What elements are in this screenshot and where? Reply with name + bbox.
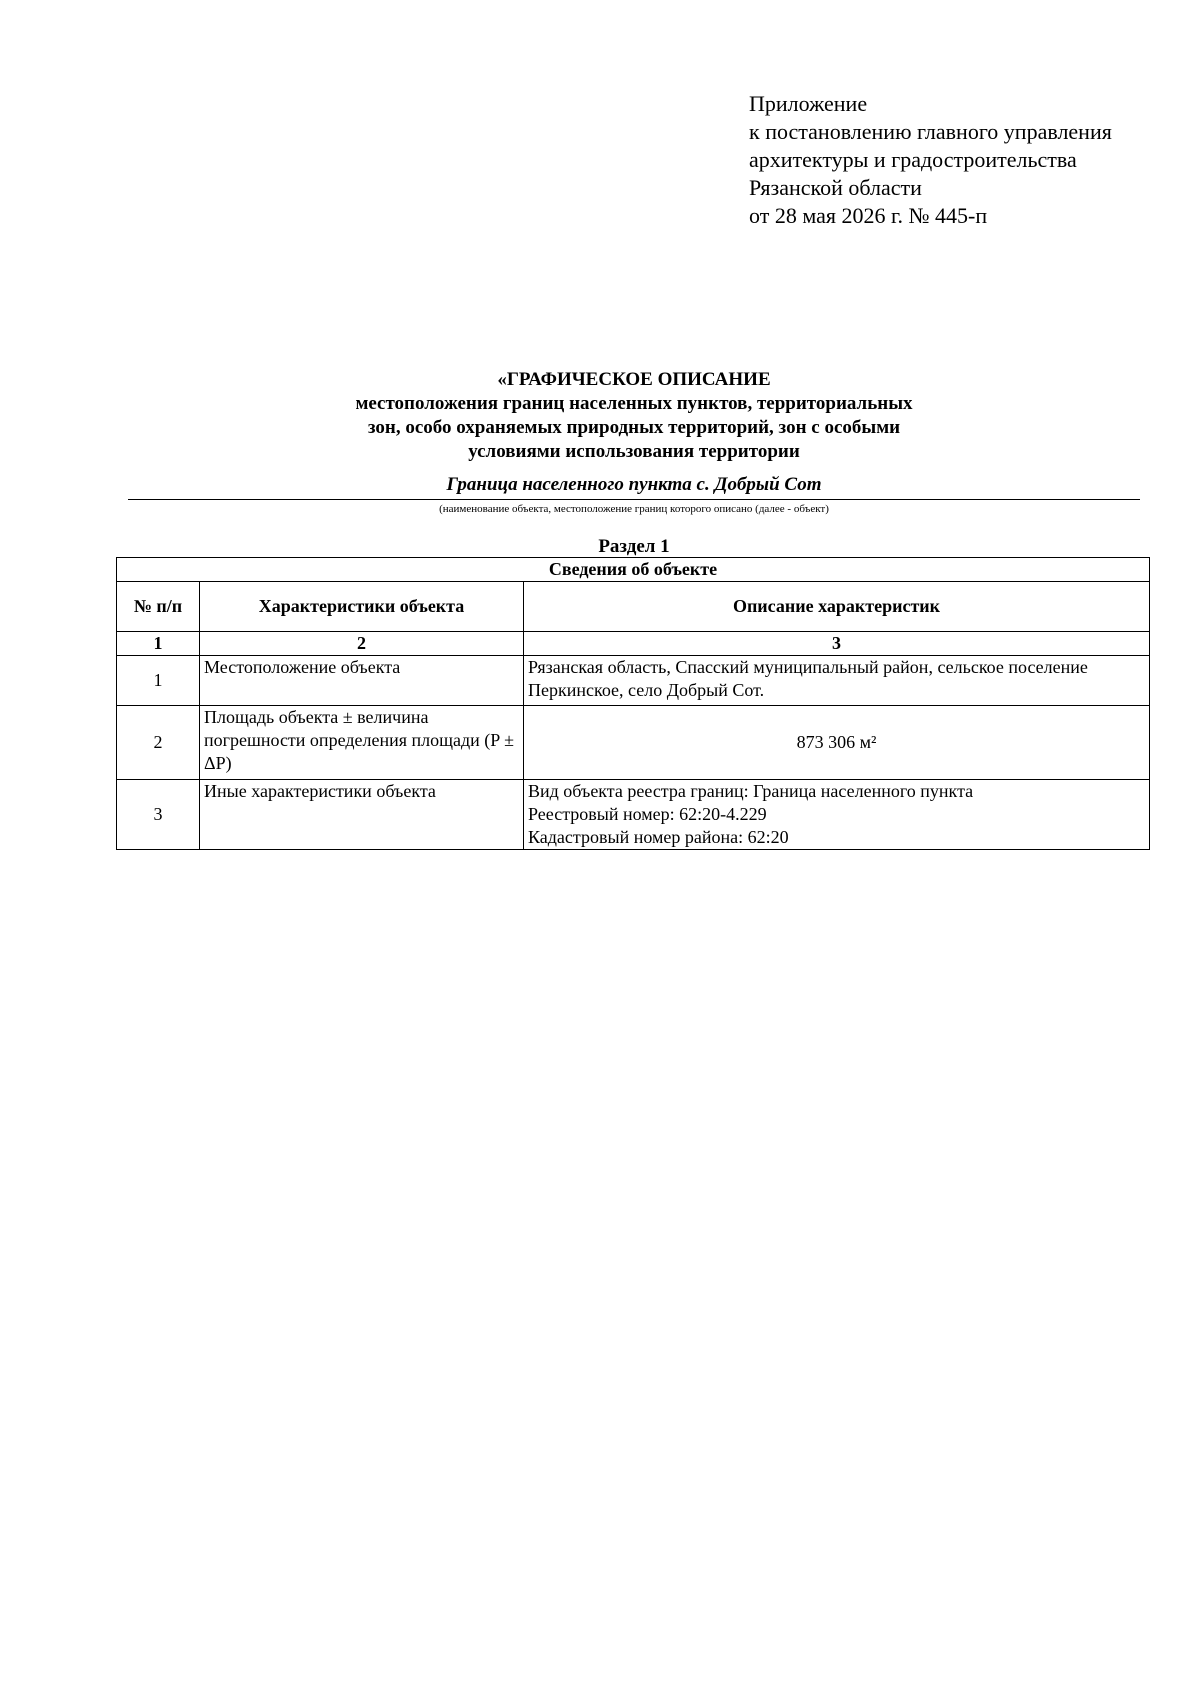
table-header-row [117,582,1150,632]
column-number-row [117,632,1150,656]
title-line: зон, особо охраняемых природных территорий, зон с особыми [367,417,901,438]
row-number: 3 [117,780,200,850]
description-line: Кадастровый номер района: 62:20 [528,827,789,847]
table-row [117,656,1150,706]
column-number: 1 [117,632,200,656]
row-characteristic: Иные характеристики объекта [200,780,524,850]
header-description: Описание характеристик [524,582,1150,632]
table-title: Сведения об объекте [117,558,1150,582]
row-number: 1 [117,656,200,706]
row-number: 2 [117,706,200,780]
appendix-line: Приложение [749,91,868,116]
appendix-date-number: от 28 мая 2026 г. № 445-п [749,203,988,228]
row-description: 873 306 м² [524,706,1150,780]
section-title: Раздел 1 [598,536,670,557]
table-row [117,780,1150,850]
column-number: 2 [200,632,524,656]
object-name-underline [128,499,1140,500]
title-line: «ГРАФИЧЕСКОЕ ОПИСАНИЕ [497,369,771,390]
row-characteristic: Площадь объекта ± величина погрешности определения площади (P ± ΔP) [200,706,524,780]
appendix-header [749,90,1112,230]
document-title [128,368,1140,464]
title-line: условиями использования территории [468,441,800,462]
object-info-table [116,557,1150,850]
header-number: № п/п [117,582,200,632]
object-name-caption: (наименование объекта, местоположение границ которого описано (далее - объект) [439,503,829,515]
appendix-line: Рязанской области [749,175,922,200]
table-title-row [117,558,1150,582]
appendix-line: к постановлению главного управления [749,119,1112,144]
row-description: Рязанская область, Спасский муниципальный район, сельское поселение Перкинское, село Добрый Сот. [524,656,1150,706]
description-line: Вид объекта реестра границ: Граница населенного пункта [528,781,974,801]
description-line: Реестровый номер: 62:20-4.229 [528,804,767,824]
title-line: местоположения границ населенных пунктов, территориальных [355,393,913,414]
row-description [524,780,1150,850]
appendix-line: архитектуры и градостроительства [749,147,1077,172]
column-number: 3 [524,632,1150,656]
object-name: Граница населенного пункта с. Добрый Сот [446,474,822,495]
row-characteristic: Местоположение объекта [200,656,524,706]
header-characteristic: Характеристики объекта [200,582,524,632]
table-row [117,706,1150,780]
